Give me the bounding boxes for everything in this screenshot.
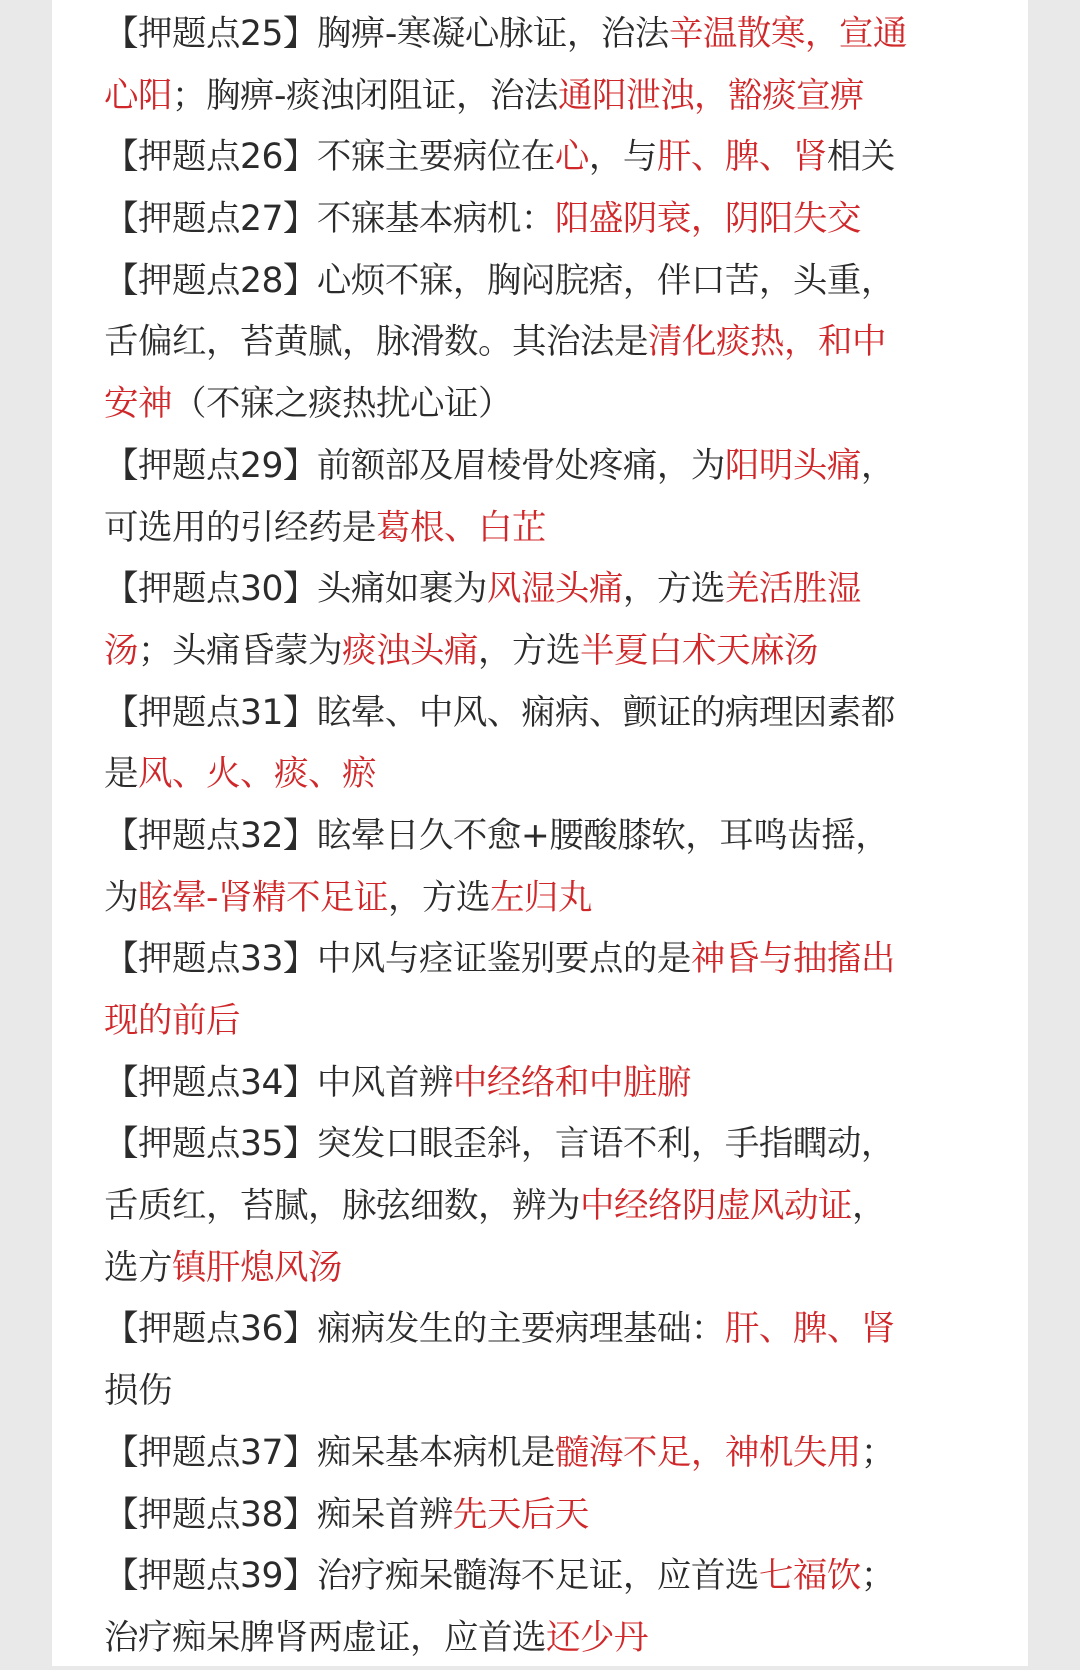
text-line: [104, 498, 1034, 560]
body-text: 【押题点32】眩晕日久不愈+腰酸膝软，耳鸣齿摇，: [104, 815, 890, 856]
highlight-text: 左归丸: [489, 877, 592, 918]
highlight-text: 风、火、痰、瘀: [138, 754, 376, 795]
body-text: 【押题点29】前额部及眉棱骨处疼痛，为: [104, 445, 725, 486]
highlight-text: 还少丹: [546, 1617, 648, 1658]
body-text: 舌偏红，苔黄腻，脉滑数。其治法是: [104, 322, 648, 363]
body-text: 治疗痴呆脾肾两虚证，应首选: [104, 1617, 546, 1658]
text-line: [104, 806, 1034, 868]
text-line: [104, 1546, 1034, 1608]
body-text: ，方选: [478, 630, 580, 671]
body-text: 【押题点33】中风与痉证鉴别要点的是: [104, 939, 691, 980]
text-line: [104, 1361, 1034, 1423]
text-line: [104, 1053, 1034, 1115]
text-line: [104, 683, 1034, 745]
text-line: [104, 1114, 1034, 1176]
document-page: [52, 0, 1028, 1666]
highlight-text: 眩晕-肾精不足证: [138, 877, 388, 918]
text-line: [104, 251, 1034, 313]
body-text: 【押题点26】不寐主要病位在: [104, 137, 555, 178]
body-text: 相关: [826, 137, 895, 178]
text-line: [104, 1299, 1034, 1361]
body-text: 【押题点36】痫病发生的主要病理基础：: [104, 1309, 725, 1350]
text-line: [104, 744, 1034, 806]
highlight-text: 髓海不足，神机失用: [554, 1432, 861, 1473]
body-text: （不寐之痰热扰心证）: [172, 384, 512, 425]
body-text: 【押题点37】痴呆基本病机是: [104, 1432, 555, 1473]
text-line: [104, 4, 1034, 66]
body-text: 【押题点39】治疗痴呆髓海不足证，应首选: [104, 1556, 759, 1597]
body-text: ；胸痹-痰浊闭阻证，治法: [172, 75, 558, 116]
highlight-text: 羌活胜湿: [724, 569, 861, 610]
body-text: 舌质红，苔腻，脉弦细数，辨为: [104, 1186, 580, 1227]
body-text: 【押题点31】眩晕、中风、痫病、颤证的病理因素都: [104, 692, 895, 733]
highlight-text: 神昏与抽搐出: [690, 939, 895, 980]
text-line: [104, 621, 1034, 683]
highlight-text: 痰浊头痛: [342, 630, 478, 671]
highlight-text: 七福饮: [758, 1556, 861, 1597]
highlight-text: 阳盛阴衰，阴阳失交: [554, 199, 861, 240]
body-text: 【押题点27】不寐基本病机：: [104, 199, 555, 240]
text-line: [104, 66, 1034, 128]
body-text: 【押题点28】心烦不寐，胸闷脘痞，伴口苦，头重，: [104, 260, 895, 301]
highlight-text: 现的前后: [104, 1001, 240, 1041]
highlight-text: 葛根、白芷: [376, 507, 546, 548]
highlight-text: 先天后天: [452, 1494, 589, 1535]
text-line: [104, 1485, 1034, 1547]
body-text: 【押题点38】痴呆首辨: [104, 1494, 453, 1535]
body-text: ，: [860, 445, 895, 486]
body-text: 【押题点25】胸痹-寒凝心脉证，治法: [104, 14, 669, 54]
body-text: 为: [104, 877, 138, 918]
highlight-text: 风湿头痛: [486, 569, 623, 610]
body-text: 【押题点34】中风首辨: [104, 1062, 453, 1103]
highlight-text: 半夏白术天麻汤: [580, 630, 818, 671]
highlight-text: 心: [554, 137, 589, 178]
text-line: [104, 374, 1034, 436]
highlight-text: 辛温散寒，宣通: [668, 14, 907, 54]
highlight-text: 中经络阴虚风动证: [580, 1186, 852, 1227]
text-line: [104, 991, 1034, 1053]
body-text: 【押题点30】头痛如裹为: [104, 569, 487, 610]
text-line: [104, 868, 1034, 930]
body-text: 【押题点35】突发口眼歪斜，言语不利，手指瞤动，: [104, 1124, 895, 1165]
text-line: [104, 929, 1034, 991]
highlight-text: 肝、脾、肾: [656, 137, 827, 178]
text-line: [104, 1176, 1034, 1238]
highlight-text: 肝、脾、肾: [724, 1309, 895, 1350]
body-text: 损伤: [104, 1371, 172, 1412]
body-text: 是: [104, 754, 138, 795]
highlight-text: 通阳泄浊，豁痰宣痹: [557, 75, 864, 116]
body-text: ；: [860, 1556, 895, 1597]
text-line: [104, 1423, 1034, 1485]
body-text: ，方选: [622, 569, 725, 610]
body-text: 选方: [104, 1247, 172, 1288]
body-text: ，: [852, 1186, 886, 1227]
highlight-text: 安神: [104, 384, 172, 425]
body-text: 可选用的引经药是: [104, 507, 376, 548]
text-line: [104, 312, 1034, 374]
highlight-text: 清化痰热，和中: [648, 322, 886, 363]
highlight-text: 镇肝熄风汤: [172, 1247, 342, 1288]
text-line: [104, 189, 1034, 251]
body-text: ；头痛昏蒙为: [138, 630, 342, 671]
text-line: [104, 436, 1034, 498]
document-body: [104, 4, 1034, 1670]
body-text: ，方选: [387, 877, 490, 918]
highlight-text: 心阳: [104, 75, 172, 116]
text-line: [104, 127, 1034, 189]
highlight-text: 汤: [104, 630, 138, 671]
text-line: [104, 1238, 1034, 1300]
text-line: [104, 559, 1034, 621]
text-line: [104, 1608, 1034, 1670]
body-text: ；: [860, 1432, 895, 1473]
highlight-text: 中经络和中脏腑: [452, 1062, 691, 1103]
highlight-text: 阳明头痛: [724, 445, 861, 486]
body-text: ，与: [588, 137, 657, 178]
